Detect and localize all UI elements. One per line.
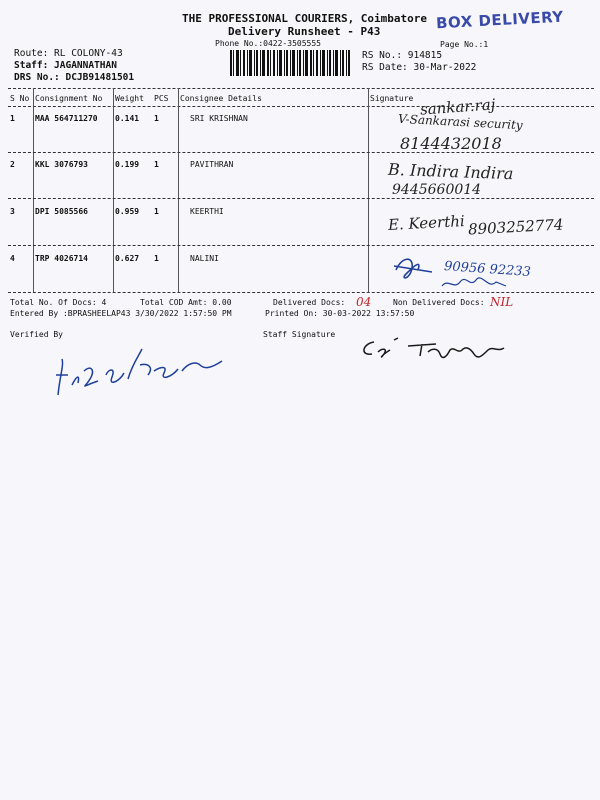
barcode-image: [230, 50, 350, 76]
drs-number: DRS No.: DCJB91481501: [14, 72, 135, 83]
verifier-signature: [50, 335, 230, 405]
row-consignee: PAVITHRAN: [190, 160, 234, 169]
entered-by: Entered By :BPRASHEELAP43 3/30/2022 1:57:50 PM: [10, 309, 232, 318]
handwritten-signature: sankar.raj: [419, 95, 496, 119]
col-divider: [33, 88, 34, 292]
row-pcs: 1: [154, 207, 159, 216]
row-consignee: SRI KRISHNAN: [190, 114, 248, 123]
col-consignment: Consignment No: [35, 94, 103, 103]
header-bottom-rule: [8, 106, 594, 107]
non-delivered-value: NIL: [490, 295, 514, 309]
handwritten-signature: V-Sankarasi security: [397, 111, 524, 133]
handwritten-phone: 8144432018: [400, 134, 502, 153]
row-pcs: 1: [154, 114, 159, 123]
runsheet-title: Delivery Runsheet - P43: [228, 25, 381, 38]
col-consignee: Consignee Details: [180, 94, 262, 103]
row-weight: 0.959: [115, 207, 140, 216]
row-consignment: KKL 3076793: [35, 160, 88, 169]
row-consignment: TRP 4026714: [35, 254, 88, 263]
phone-number: Phone No.:0422-3505555: [215, 39, 321, 48]
handwritten-phone: 8903252774: [467, 215, 564, 239]
row-sno: 2: [10, 160, 15, 169]
rs-date: RS Date: 30-Mar-2022: [362, 62, 477, 73]
col-signature: Signature: [370, 94, 414, 103]
col-divider: [178, 88, 179, 292]
row-divider: [8, 152, 594, 153]
col-weight: Weight: [115, 94, 144, 103]
row-weight: 0.141: [115, 114, 140, 123]
box-delivery-stamp: BOX DELIVERY: [435, 7, 565, 33]
row-weight: 0.199: [115, 160, 140, 169]
row-sno: 1: [10, 114, 15, 123]
col-sno: S No: [10, 94, 30, 103]
staff-signature-label: Staff Signature: [263, 330, 336, 339]
row-sno: 3: [10, 207, 15, 216]
total-cod: Total COD Amt: 0.00: [140, 298, 232, 307]
row-divider: [8, 198, 594, 199]
handwritten-phone: 90956 92233: [443, 258, 532, 281]
row-sno: 4: [10, 254, 15, 263]
col-divider: [368, 88, 369, 292]
non-delivered-label: Non Delivered Docs:: [393, 298, 485, 307]
signature-scribble: [440, 276, 510, 292]
row-consignment: MAA 564711270: [35, 114, 98, 123]
row-consignment: DPI 5085566: [35, 207, 88, 216]
header-top-rule: [8, 88, 594, 89]
row-weight: 0.627: [115, 254, 140, 263]
printed-on: Printed On: 30-03-2022 13:57:50: [265, 309, 415, 318]
page-number: Page No.:1: [440, 40, 489, 49]
rs-number: RS No.: 914815: [362, 50, 443, 61]
company-name: THE PROFESSIONAL COURIERS, Coimbatore: [182, 12, 428, 25]
delivered-docs-label: Delivered Docs:: [273, 298, 346, 307]
handwritten-phone: 9445660014: [392, 182, 482, 198]
row-pcs: 1: [154, 160, 159, 169]
row-consignee: NALINI: [190, 254, 219, 263]
staff-label: Staff: JAGANNATHAN: [14, 60, 117, 71]
total-docs: Total No. Of Docs: 4: [10, 298, 107, 307]
row-pcs: 1: [154, 254, 159, 263]
row-divider: [8, 245, 594, 246]
table-bottom-rule: [8, 292, 594, 293]
staff-signature: [358, 334, 518, 364]
delivered-docs-value: 04: [356, 295, 372, 309]
route-label: Route: RL COLONY-43: [14, 48, 123, 59]
verified-by-label: Verified By: [10, 330, 63, 339]
handwritten-signature: B. Indira Indira: [387, 159, 514, 184]
col-divider: [113, 88, 114, 292]
row-consignee: KEERTHI: [190, 207, 224, 216]
handwritten-signature: E. Keerthi: [387, 212, 466, 234]
col-pcs: PCS: [154, 94, 169, 103]
